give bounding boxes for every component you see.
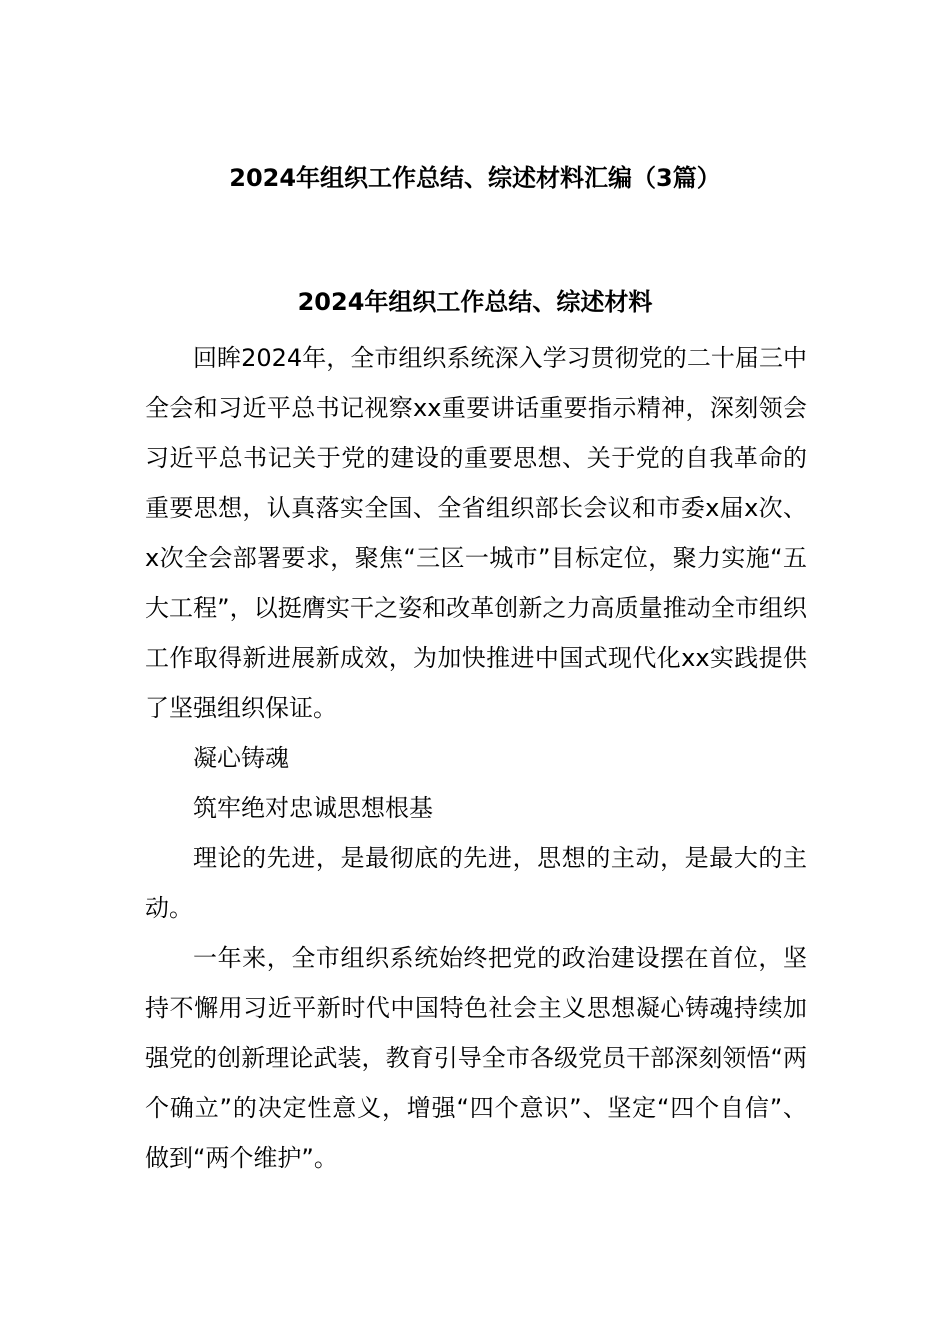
document-title: 2024年组织工作总结、综述材料汇编（3篇） — [229, 164, 721, 192]
paragraph-year-review: 一年来，全市组织系统始终把党的政治建设摆在首位，坚持不懈用习近平新时代中国特色社会主义思想凝心铸魂持续加强党的创新理论武装，教育引导全市各级党员干部深刻领悟“两个确立”的决定性意义，增强“四个意识”、坚定“四个自信”、做到“两个维护”。 — [145, 944, 807, 1172]
heading-ningxin-zhuhun: 凝心铸魂 — [193, 744, 289, 772]
heading-zhulao-genji: 筑牢绝对忠诚思想根基 — [193, 794, 433, 822]
paragraph-theory: 理论的先进，是最彻底的先进，思想的主动，是最大的主动。 — [145, 844, 807, 922]
document-body — [145, 333, 807, 1183]
section-title: 2024年组织工作总结、综述材料 — [297, 288, 653, 316]
paragraph-intro: 回眸2024年，全市组织系统深入学习贯彻党的二十届三中全会和习近平总书记视察xx重要讲话重要指示精神，深刻领会习近平总书记关于党的建设的重要思想、关于党的自我革命的重要思想，认真落实全国、全省组织部长会议和市委x届x次、x次全会部署要求，聚焦“三区一城市”目标定位，聚力实施“五大工程”，以挺膺实干之姿和改革创新之力高质量推动全市组织工作取得新进展新成效，为加快推进中国式现代化xx实践提供了坚强组织保证。 — [145, 344, 807, 722]
